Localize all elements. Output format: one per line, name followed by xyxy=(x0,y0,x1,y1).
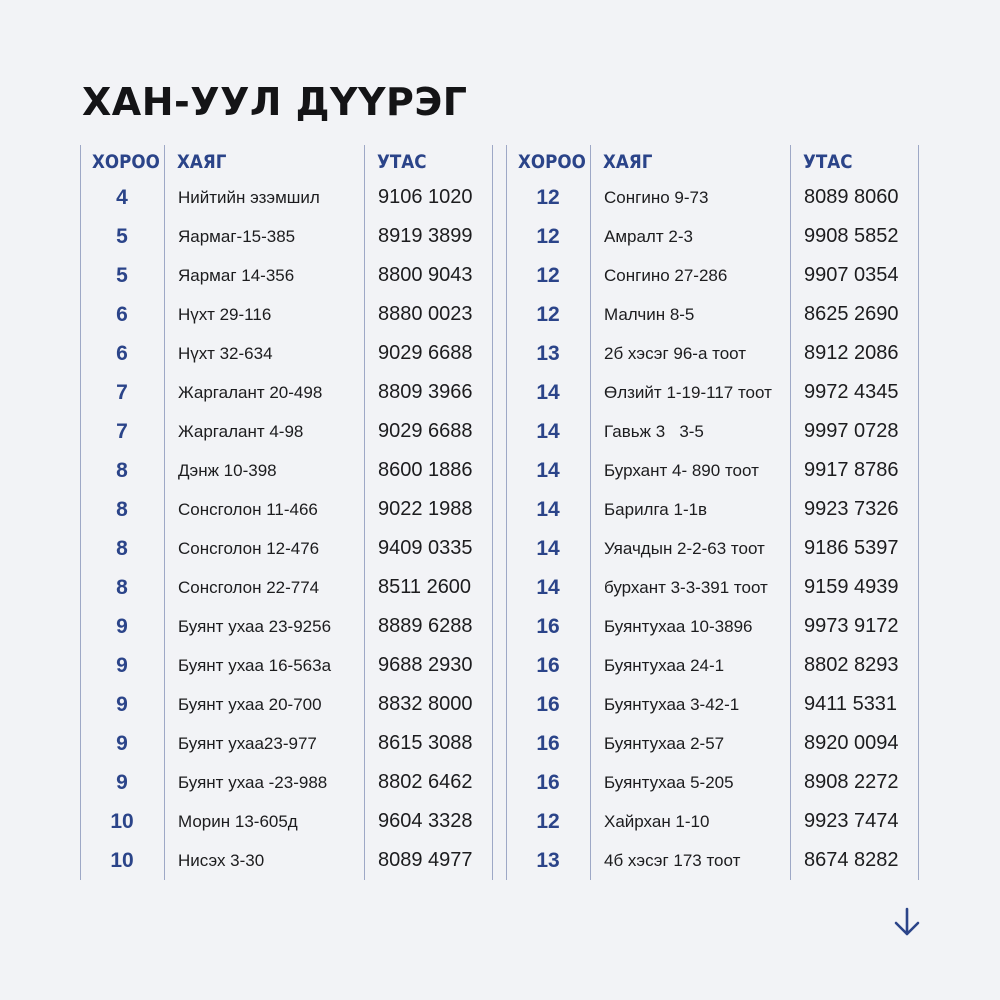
horoo-number: 8 xyxy=(116,459,128,482)
address-cell: Жаргалант 4-98 xyxy=(178,422,304,441)
table-row xyxy=(80,412,494,451)
horoo-number: 16 xyxy=(536,771,560,794)
phone-cell: 9159 4939 xyxy=(804,576,899,598)
phone-cell: 8832 8000 xyxy=(378,693,473,715)
address-cell: Буянт ухаа23-977 xyxy=(178,734,317,753)
address-cell: Сонсголон 12-476 xyxy=(178,539,320,558)
horoo-number: 10 xyxy=(110,810,134,833)
phone-cell: 8600 1886 xyxy=(378,459,473,481)
phone-cell: 8920 0094 xyxy=(804,732,899,754)
address-cell: Сонгино 9-73 xyxy=(604,188,709,207)
address-cell: Жаргалант 20-498 xyxy=(178,383,323,402)
table-row xyxy=(80,763,494,802)
address-cell: Малчин 8-5 xyxy=(604,305,695,324)
table-row xyxy=(506,217,920,256)
phone-cell: 8908 2272 xyxy=(804,771,899,793)
horoo-number: 6 xyxy=(116,342,128,365)
address-cell: Барилга 1-1в xyxy=(604,500,708,519)
phone-cell: 9917 8786 xyxy=(804,459,899,481)
phone-cell: 8674 8282 xyxy=(804,849,899,871)
phone-cell: 9029 6688 xyxy=(378,420,473,442)
address-cell: 4б хэсэг 173 тоот xyxy=(604,851,741,870)
horoo-number: 8 xyxy=(116,576,128,599)
address-cell: Буянтухаа 3-42-1 xyxy=(604,695,740,714)
phone-cell: 9409 0335 xyxy=(378,537,473,559)
horoo-number: 7 xyxy=(116,381,128,404)
phone-cell: 9908 5852 xyxy=(804,225,899,247)
phone-cell: 9029 6688 xyxy=(378,342,473,364)
header-horoo: ХОРОО xyxy=(92,151,160,173)
horoo-number: 12 xyxy=(536,225,560,248)
table-row xyxy=(80,373,494,412)
phone-cell: 9688 2930 xyxy=(378,654,473,676)
phone-table-right xyxy=(506,145,920,880)
horoo-number: 9 xyxy=(116,693,128,716)
page-title: ХАН-УУЛ ДҮҮРЭГ xyxy=(82,80,468,124)
horoo-number: 12 xyxy=(536,810,560,833)
table-row xyxy=(506,724,920,763)
phone-cell: 8880 0023 xyxy=(378,303,473,325)
address-cell: Буянт ухаа -23-988 xyxy=(178,773,328,792)
table-row xyxy=(506,607,920,646)
table-row xyxy=(80,490,494,529)
table-row xyxy=(506,802,920,841)
horoo-number: 4 xyxy=(116,186,128,209)
address-cell: Морин 13-605д xyxy=(178,812,298,831)
phone-cell: 9604 3328 xyxy=(378,810,473,832)
table-row xyxy=(80,217,494,256)
horoo-number: 10 xyxy=(110,849,134,872)
arrow-down-icon[interactable] xyxy=(890,905,924,939)
table-row xyxy=(80,607,494,646)
table-row xyxy=(506,256,920,295)
phone-cell: 8802 6462 xyxy=(378,771,473,793)
address-cell: Нүхт 29-116 xyxy=(178,305,272,324)
table-row xyxy=(80,568,494,607)
phone-table-left xyxy=(80,145,494,880)
table-row xyxy=(506,646,920,685)
horoo-number: 8 xyxy=(116,498,128,521)
phone-cell: 8802 8293 xyxy=(804,654,899,676)
phone-cell: 8889 6288 xyxy=(378,615,473,637)
horoo-number: 14 xyxy=(536,381,560,404)
table-row xyxy=(80,334,494,373)
table-row xyxy=(506,763,920,802)
table-row xyxy=(506,451,920,490)
header-phone: УТАС xyxy=(803,151,853,173)
header-horoo: ХОРОО xyxy=(518,151,586,173)
address-cell: Сонсголон 22-774 xyxy=(178,578,320,597)
phone-cell: 9022 1988 xyxy=(378,498,473,520)
address-cell: Нийтийн эзэмшил xyxy=(178,188,320,207)
table-row xyxy=(80,529,494,568)
phone-cell: 9972 4345 xyxy=(804,381,899,403)
phone-cell: 8511 2600 xyxy=(378,576,472,598)
address-cell: 2б хэсэг 96-а тоот xyxy=(604,344,747,363)
phone-cell: 9973 9172 xyxy=(804,615,899,637)
table-row xyxy=(80,685,494,724)
horoo-number: 6 xyxy=(116,303,128,326)
horoo-number: 7 xyxy=(116,420,128,443)
phone-cell: 8615 3088 xyxy=(378,732,473,754)
address-cell: Дэнж 10-398 xyxy=(178,461,277,480)
table-row xyxy=(506,490,920,529)
horoo-number: 9 xyxy=(116,615,128,638)
table-row xyxy=(80,295,494,334)
phone-cell: 8089 8060 xyxy=(804,186,899,208)
phone-cell: 9923 7474 xyxy=(804,810,899,832)
horoo-number: 12 xyxy=(536,186,560,209)
phone-cell: 8625 2690 xyxy=(804,303,899,325)
horoo-number: 16 xyxy=(536,732,560,755)
address-cell: Буянт ухаа 23-9256 xyxy=(178,617,332,636)
horoo-number: 16 xyxy=(536,615,560,638)
address-cell: Буянтухаа 2-57 xyxy=(604,734,725,753)
address-cell: Нүхт 32-634 xyxy=(178,344,273,363)
horoo-number: 14 xyxy=(536,498,560,521)
address-cell: Буянтухаа 10-3896 xyxy=(604,617,753,636)
horoo-number: 9 xyxy=(116,732,128,755)
address-cell: Уяачдын 2-2-63 тоот xyxy=(604,539,765,558)
phone-cell: 9907 0354 xyxy=(804,264,899,286)
table-row xyxy=(80,724,494,763)
table-row xyxy=(506,841,920,880)
address-cell: Амралт 2-3 xyxy=(604,227,693,246)
phone-cell: 8089 4977 xyxy=(378,849,473,871)
address-cell: Хайрхан 1-10 xyxy=(604,812,710,831)
table-row xyxy=(80,256,494,295)
horoo-number: 12 xyxy=(536,303,560,326)
horoo-number: 5 xyxy=(116,264,128,287)
horoo-number: 14 xyxy=(536,459,560,482)
horoo-number: 14 xyxy=(536,420,560,443)
phone-cell: 8800 9043 xyxy=(378,264,473,286)
address-cell: Буянтухаа 5-205 xyxy=(604,773,734,792)
table-row xyxy=(506,529,920,568)
header-address: ХАЯГ xyxy=(177,151,227,173)
address-cell: Өлзийт 1-19-117 тоот xyxy=(604,383,772,402)
address-cell: Буянтухаа 24-1 xyxy=(604,656,725,675)
table-row xyxy=(506,568,920,607)
address-cell: бурхант 3-3-391 тоот xyxy=(604,578,768,597)
horoo-number: 14 xyxy=(536,576,560,599)
address-cell: Яармаг-15-385 xyxy=(178,227,296,246)
header-address: ХАЯГ xyxy=(603,151,653,173)
table-row xyxy=(80,178,494,217)
address-cell: Яармаг 14-356 xyxy=(178,266,295,285)
table-row xyxy=(506,373,920,412)
table-row xyxy=(506,412,920,451)
phone-cell: 8809 3966 xyxy=(378,381,473,403)
table-row xyxy=(80,451,494,490)
phone-cell: 8919 3899 xyxy=(378,225,473,247)
horoo-number: 14 xyxy=(536,537,560,560)
phone-cell: 9106 1020 xyxy=(378,186,473,208)
horoo-number: 16 xyxy=(536,693,560,716)
phone-cell: 9411 5331 xyxy=(804,693,898,715)
table-row xyxy=(506,334,920,373)
address-cell: Нисэх 3-30 xyxy=(178,851,265,870)
address-cell: Буянт ухаа 16-563а xyxy=(178,656,332,675)
phone-cell: 9997 0728 xyxy=(804,420,899,442)
table-row xyxy=(80,646,494,685)
table-row xyxy=(80,802,494,841)
address-cell: Сонсголон 11-466 xyxy=(178,500,318,519)
header-phone: УТАС xyxy=(377,151,427,173)
address-cell: Сонгино 27-286 xyxy=(604,266,728,285)
horoo-number: 8 xyxy=(116,537,128,560)
table-row xyxy=(506,295,920,334)
address-cell: Буянт ухаа 20-700 xyxy=(178,695,322,714)
horoo-number: 5 xyxy=(116,225,128,248)
table-row xyxy=(80,841,494,880)
table-row xyxy=(506,178,920,217)
phone-cell: 8912 2086 xyxy=(804,342,899,364)
address-cell: Бурхант 4- 890 тоот xyxy=(604,461,759,480)
horoo-number: 12 xyxy=(536,264,560,287)
address-cell: Гавьж 3 3-5 xyxy=(604,422,704,441)
table-row xyxy=(506,685,920,724)
table-body xyxy=(506,178,920,880)
horoo-number: 9 xyxy=(116,654,128,677)
horoo-number: 13 xyxy=(536,849,560,872)
table-body xyxy=(80,178,494,880)
horoo-number: 16 xyxy=(536,654,560,677)
phone-cell: 9923 7326 xyxy=(804,498,899,520)
phone-cell: 9186 5397 xyxy=(804,537,899,559)
horoo-number: 13 xyxy=(536,342,560,365)
horoo-number: 9 xyxy=(116,771,128,794)
